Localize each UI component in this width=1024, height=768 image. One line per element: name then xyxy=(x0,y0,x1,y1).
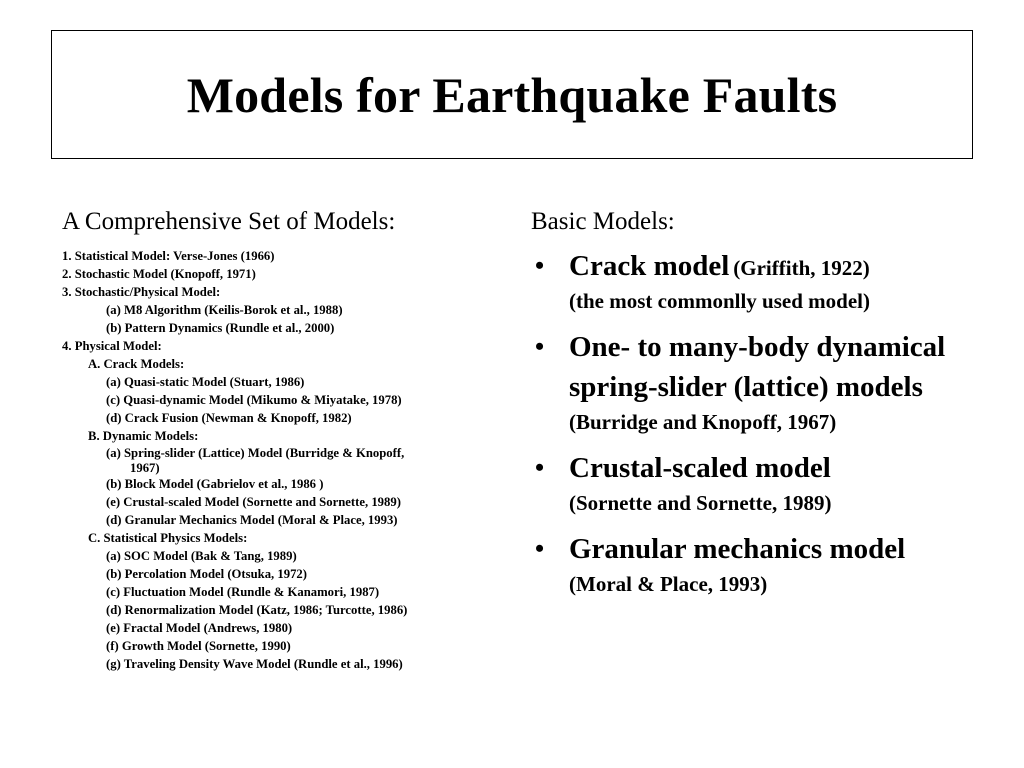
bullet-main-text: One- to many-body dynamical spring-slider (lattice) models xyxy=(569,331,946,403)
bullet-citation: (Griffith, 1922) xyxy=(733,256,870,280)
model-list-item: (d) Crack Fusion (Newman & Knopoff, 1982) xyxy=(106,411,352,425)
model-list-item: (g) Traveling Density Wave Model (Rundle et al., 1996) xyxy=(106,657,403,671)
model-list-item: (f) Growth Model (Sornette, 1990) xyxy=(106,639,291,653)
model-list-item-continuation: 1967) xyxy=(130,461,160,475)
model-list-item: (e) Fractal Model (Andrews, 1980) xyxy=(106,621,293,635)
model-list-item: (a) M8 Algorithm (Keilis-Borok et al., 1988) xyxy=(106,303,343,317)
bullet-dot-icon: • xyxy=(535,534,545,563)
model-list-item: (d) Granular Mechanics Model (Moral & Place, 1993) xyxy=(106,513,398,527)
basic-model-bullet xyxy=(531,448,971,518)
bullet-note: (the most commonlly used model) xyxy=(569,289,870,313)
model-list xyxy=(62,247,502,673)
basic-models-list xyxy=(531,246,971,599)
model-list-item: (d) Renormalization Model (Katz, 1986; Turcotte, 1986) xyxy=(106,603,408,617)
comprehensive-models-column xyxy=(62,206,502,673)
bullet-note: (Sornette and Sornette, 1989) xyxy=(569,491,832,515)
slide-title: Models for Earthquake Faults xyxy=(186,66,838,123)
bullet-citation: (Moral & Place, 1993) xyxy=(569,572,768,596)
model-list-item: (e) Crustal-scaled Model (Sornette and Sornette, 1989) xyxy=(106,495,401,509)
model-list-item: B. Dynamic Models: xyxy=(88,429,199,443)
bullet-dot-icon: • xyxy=(535,332,545,361)
model-list-item: 4. Physical Model: xyxy=(62,339,162,353)
model-list-item: (a) SOC Model (Bak & Tang, 1989) xyxy=(106,549,297,563)
model-list-item: (c) Fluctuation Model (Rundle & Kanamori, 1987) xyxy=(106,585,380,599)
model-list-item: (b) Block Model (Gabrielov et al., 1986 ) xyxy=(106,477,324,491)
bullet-main-text: Granular mechanics model xyxy=(569,533,906,565)
model-list-item: A. Crack Models: xyxy=(88,357,185,371)
model-list-item: (a) Quasi-static Model (Stuart, 1986) xyxy=(106,375,305,389)
basic-model-bullet xyxy=(531,246,971,316)
bullet-dot-icon: • xyxy=(535,251,545,280)
basic-model-bullet xyxy=(531,529,971,599)
model-list-item-text: (a) Spring-slider (Lattice) Model (Burridge & Knopoff, xyxy=(106,446,405,460)
model-list-item: C. Statistical Physics Models: xyxy=(88,531,248,545)
bullet-dot-icon: • xyxy=(535,453,545,482)
model-list-item xyxy=(62,445,466,475)
model-list-item: 3. Stochastic/Physical Model: xyxy=(62,285,221,299)
basic-models-heading: Basic Models: xyxy=(531,208,675,235)
model-list-item: (c) Quasi-dynamic Model (Mikumo & Miyatake, 1978) xyxy=(106,393,402,407)
basic-models-column xyxy=(531,206,971,610)
title-box xyxy=(51,30,973,159)
bullet-citation: (Burridge and Knopoff, 1967) xyxy=(569,410,837,434)
basic-model-bullet xyxy=(531,327,971,437)
bullet-main-text: Crustal-scaled model xyxy=(569,452,831,484)
comprehensive-models-heading: A Comprehensive Set of Models: xyxy=(62,208,396,235)
model-list-item: 1. Statistical Model: Verse-Jones (1966) xyxy=(62,249,275,263)
model-list-item: (b) Percolation Model (Otsuka, 1972) xyxy=(106,567,307,581)
bullet-main-text: Crack model xyxy=(569,250,730,282)
model-list-item: (b) Pattern Dynamics (Rundle et al., 2000) xyxy=(106,321,335,335)
model-list-item: 2. Stochastic Model (Knopoff, 1971) xyxy=(62,267,256,281)
